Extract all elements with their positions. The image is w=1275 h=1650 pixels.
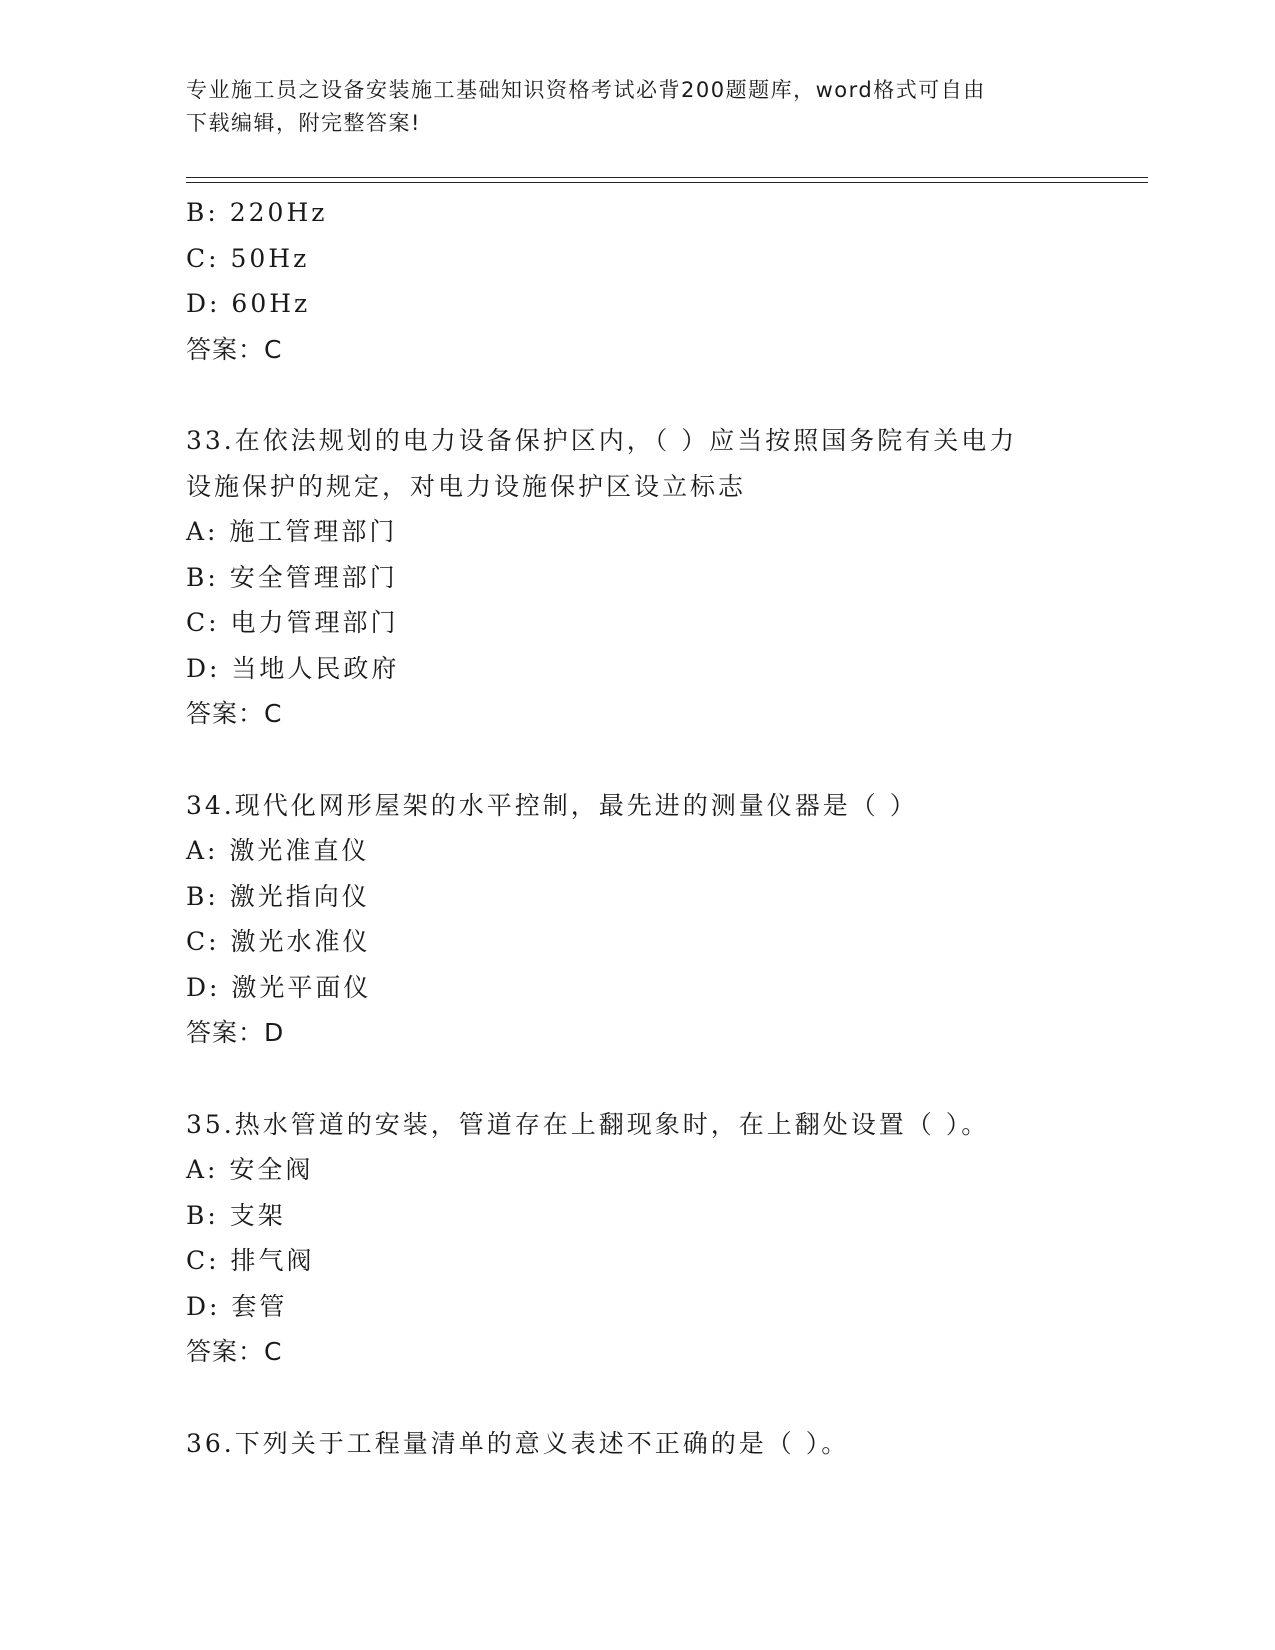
option-d: D: 60Hz <box>186 289 311 318</box>
question-list <box>186 190 1086 1466</box>
option-a: A: 安全阀 <box>186 1155 314 1184</box>
question-text-line-2: 设施保护的规定，对电力设施保护区设立标志 <box>186 471 747 501</box>
question-34 <box>186 783 1086 1056</box>
answer: 答案：C <box>186 1337 283 1366</box>
answer: 答案：C <box>186 334 283 364</box>
option-b: B: 激光指向仪 <box>186 881 370 911</box>
header-line-1: 专业施工员之设备安装施工基础知识资格考试必背200题题库，word格式可自由 <box>186 78 986 102</box>
question-32 <box>186 190 1086 372</box>
header-divider-bottom <box>186 182 1148 183</box>
question-33 <box>186 418 1086 737</box>
question-text-line-1: 33.在依法规划的电力设备保护区内，（ ）应当按照国务院有关电力 <box>186 426 1018 455</box>
option-c: C: 电力管理部门 <box>186 608 399 637</box>
question-35 <box>186 1102 1086 1375</box>
question-text-line-1: 35.热水管道的安装，管道存在上翻现象时，在上翻处设置（ ）。 <box>186 1109 990 1139</box>
option-d: D: 激光平面仪 <box>186 972 372 1002</box>
header-line-2: 下载编辑，附完整答案! <box>186 111 421 135</box>
answer: 答案：C <box>186 699 283 728</box>
option-b: B: 安全管理部门 <box>186 562 398 592</box>
option-c: C: 排气阀 <box>186 1246 315 1275</box>
option-c: C: 激光水准仪 <box>186 927 371 956</box>
question-text-line-1: 34.现代化网形屋架的水平控制，最先进的测量仪器是（ ） <box>186 790 918 820</box>
header-divider-top <box>186 177 1148 178</box>
option-b: B: 220Hz <box>186 198 328 227</box>
option-a: A: 施工管理部门 <box>186 517 398 546</box>
question-text-line-1: 36.下列关于工程量清单的意义表述不正确的是（ ）。 <box>186 1428 850 1458</box>
option-a: A: 激光准直仪 <box>186 836 370 865</box>
option-d: D: 当地人民政府 <box>186 653 400 683</box>
option-d: D: 套管 <box>186 1291 288 1321</box>
option-c: C: 50Hz <box>186 243 310 273</box>
answer: 答案：D <box>186 1018 285 1047</box>
question-36 <box>186 1421 1086 1467</box>
document-header <box>186 74 1086 140</box>
option-b: B: 支架 <box>186 1200 286 1230</box>
